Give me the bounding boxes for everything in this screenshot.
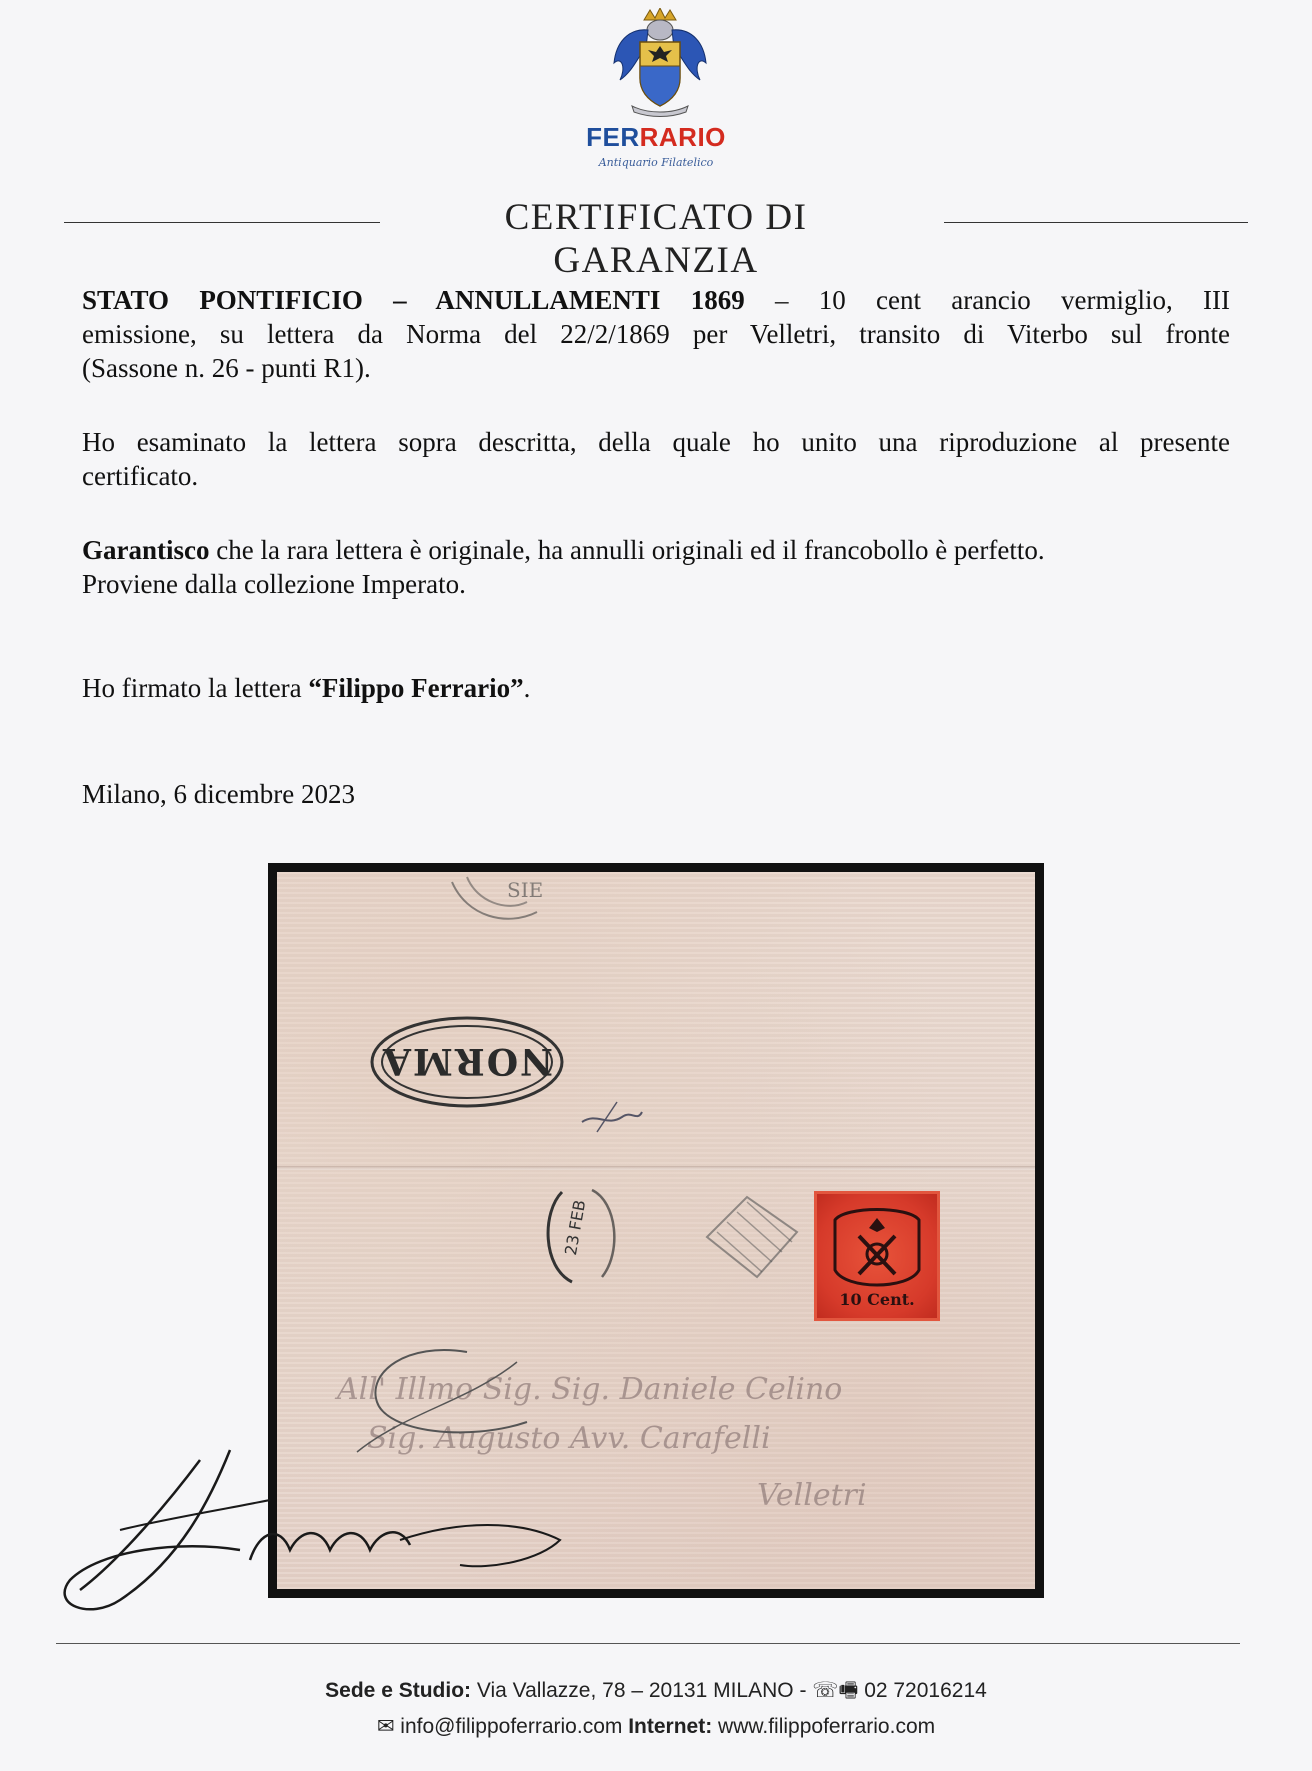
top-cancel-mark — [447, 872, 577, 932]
round-date-cancel — [532, 1182, 632, 1292]
guarantee-line1: che la rara lettera è originale, ha annulli originali ed il francobollo è perfetto. — [209, 535, 1045, 565]
footer-address-text: Via Vallazze, 78 – 20131 MILANO - ☏🖷 02 72016214 — [471, 1679, 987, 1702]
brand-name — [560, 122, 752, 153]
guarantee-paragraph — [82, 533, 1230, 601]
brand-tagline: Antiquario Filatelico — [598, 156, 714, 169]
signature-statement-end: . — [523, 673, 531, 703]
certificate-title: CERTIFICATO DI GARANZIA — [504, 197, 808, 281]
signature-statement-text: Ho firmato la lettera — [82, 673, 309, 703]
description-line1: – 10 cent arancio vermiglio, III — [744, 285, 1230, 315]
norma-oval-cancel — [367, 1012, 567, 1112]
description-line3: (Sassone n. 26 - punti R1). — [82, 353, 371, 383]
oval-cancel-text: NORMA — [381, 1040, 553, 1082]
examination-line2: certificato. — [82, 461, 199, 491]
expert-signature — [40, 1440, 580, 1620]
footer-rule — [56, 1643, 1240, 1644]
footer-email[interactable]: info@filippoferrario.com — [394, 1715, 623, 1738]
mail-icon: ✉ — [376, 1715, 395, 1738]
guarantee-keyword: Garantisco — [82, 535, 210, 565]
signature-name: “Filippo Ferrario” — [308, 673, 524, 703]
description-line2: emissione, su lettera da Norma del 22/2/1869 per Velletri, transito di Viterbo sul fronte — [82, 319, 1230, 349]
signature-statement — [82, 671, 1230, 705]
address-line2: Sig. Augusto Avv. Carafelli — [367, 1421, 771, 1456]
pen-mark — [577, 1092, 647, 1142]
svg-text:SIE: SIE — [507, 878, 544, 902]
footer-website[interactable]: www.filippoferrario.com — [712, 1715, 936, 1738]
stamp-value: 10 Cent. — [839, 1290, 915, 1309]
footer-label-internet: Internet: — [622, 1715, 713, 1738]
brand-part1: FER — [586, 122, 640, 152]
examination-line1: Ho esaminato la lettera sopra descritta, della quale ho unito una riproduzione al presente — [82, 427, 1230, 457]
title-rule-right — [944, 222, 1248, 223]
guarantee-line2: Proviene dalla collezione Imperato. — [82, 569, 466, 599]
address-line1: All' Illmo Sig. Sig. Daniele Celino — [337, 1372, 843, 1407]
footer-contacts — [0, 1714, 1312, 1739]
address-line3: Velletri — [757, 1478, 867, 1513]
svg-text:23 FEB: 23 FEB — [560, 1198, 590, 1257]
footer-address — [0, 1676, 1312, 1711]
brand-part2: RARIO — [639, 122, 726, 152]
coat-of-arms-logo — [608, 8, 712, 118]
description-paragraph — [82, 283, 1230, 385]
grid-cancel — [697, 1192, 807, 1282]
examination-paragraph — [82, 425, 1230, 493]
title-rule-left — [64, 222, 380, 223]
letter-fold — [277, 1166, 1035, 1170]
description-heading: STATO PONTIFICIO – ANNULLAMENTI 1869 — [82, 285, 745, 315]
postage-stamp — [817, 1194, 937, 1318]
stamp-design — [825, 1200, 929, 1296]
footer-label-sede: Sede e Studio: — [325, 1679, 472, 1702]
place-date: Milano, 6 dicembre 2023 — [82, 779, 355, 809]
